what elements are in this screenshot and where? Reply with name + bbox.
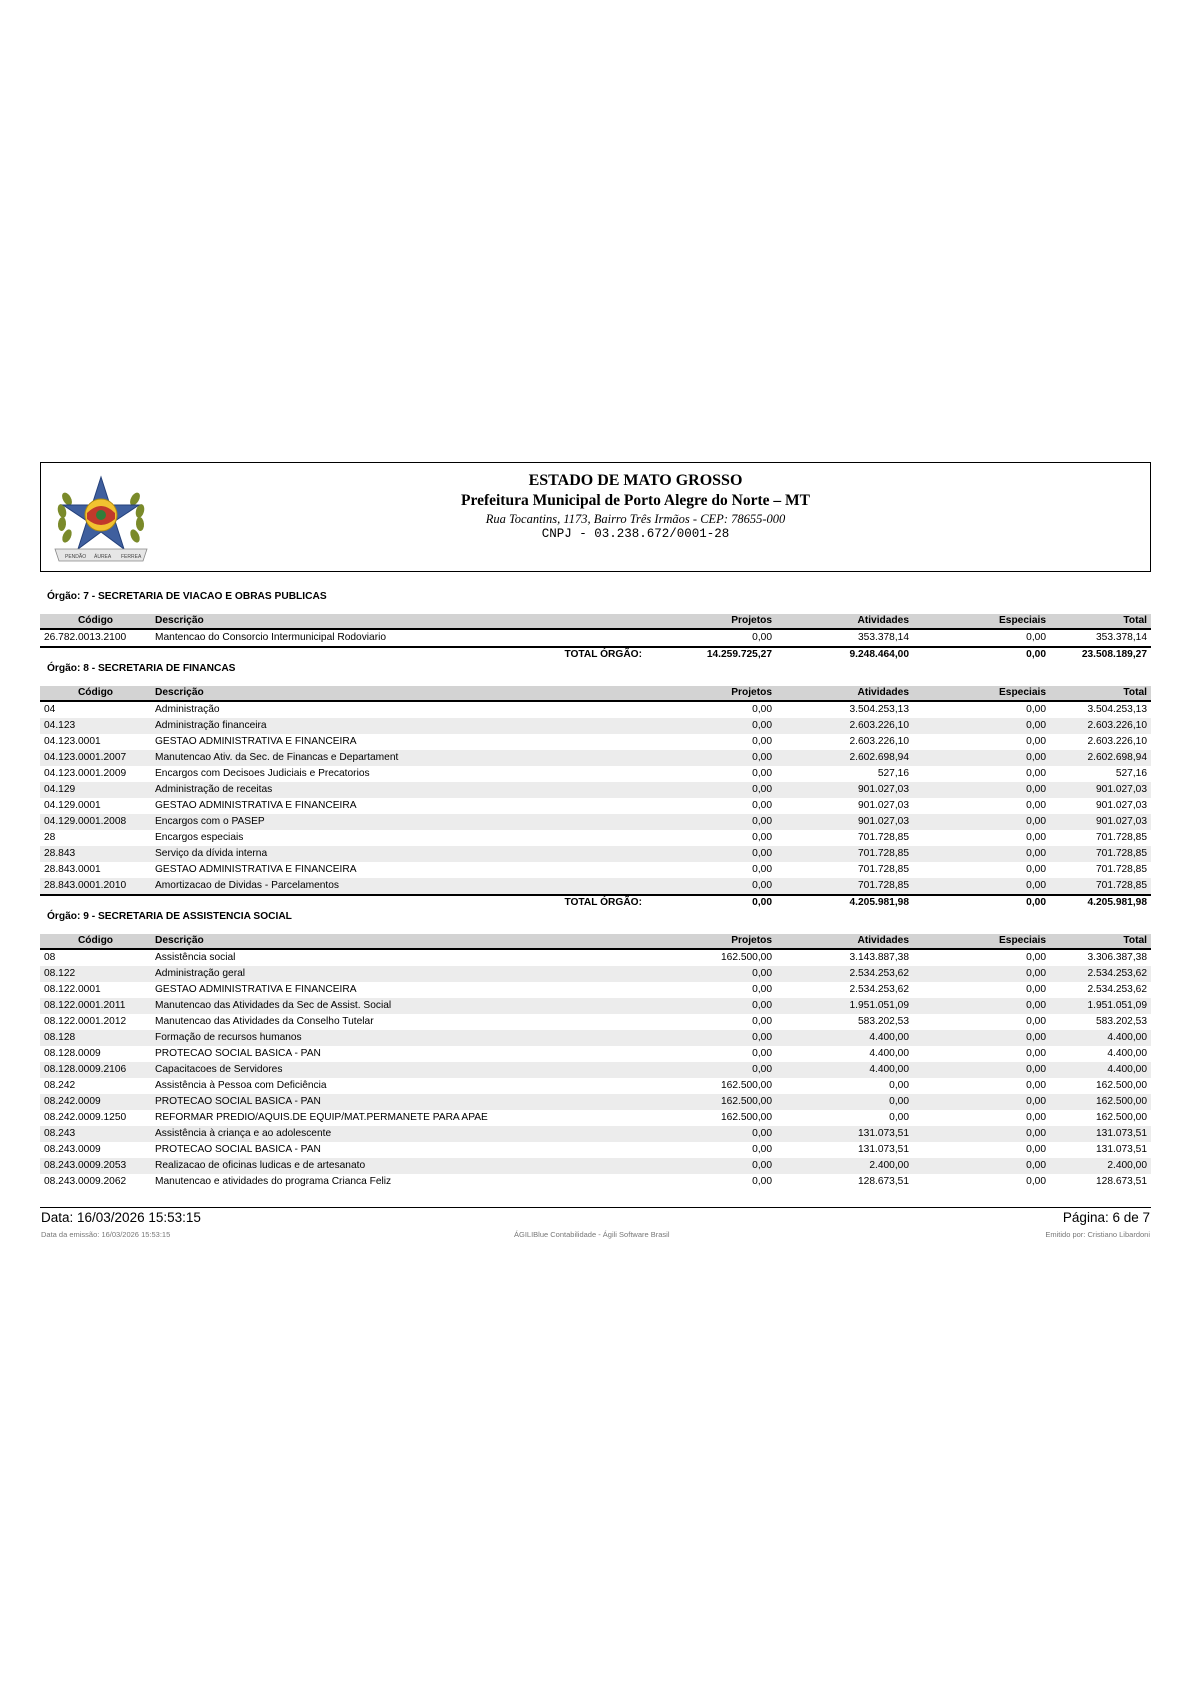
total-atividades: 4.205.981,98 xyxy=(776,895,913,909)
orgao-title: Órgão: 8 - SECRETARIA DE FINANCAS xyxy=(47,663,236,674)
column-header-codigo: Código xyxy=(40,686,151,701)
cell-especiais: 0,00 xyxy=(1026,736,1046,747)
table-row xyxy=(40,798,1151,814)
cell-descricao: GESTAO ADMINISTRATIVA E FINANCEIRA xyxy=(155,800,357,811)
cell-especiais: 0,00 xyxy=(1026,1144,1046,1155)
cell-codigo: 04.123.0001.2007 xyxy=(40,750,151,766)
cell-descricao: Manutencao e atividades do programa Crianca Feliz xyxy=(155,1176,392,1187)
cell-especiais: 0,00 xyxy=(1026,1016,1046,1027)
cell-especiais: 0,00 xyxy=(913,750,1050,766)
cell-descricao: Encargos com Decisoes Judiciais e Precatorios xyxy=(155,768,370,779)
cell-total: 162.500,00 xyxy=(1096,1080,1147,1091)
column-header-projetos: Projetos xyxy=(646,614,776,629)
cell-projetos: 0,00 xyxy=(752,832,772,843)
orgao-title: Órgão: 9 - SECRETARIA DE ASSISTENCIA SOCIAL xyxy=(47,911,292,922)
cell-total: 2.602.698,94 xyxy=(1050,750,1151,766)
total-spacer xyxy=(40,647,534,661)
cell-descricao: Assistência social xyxy=(155,952,236,963)
cell-codigo: 08.122.0001.2011 xyxy=(40,998,151,1014)
cell-especiais: 0,00 xyxy=(913,846,1050,862)
cell-codigo: 28.843.0001 xyxy=(44,864,101,875)
address: Rua Tocantins, 1173, Bairro Três Irmãos - CEP: 78655-000 xyxy=(485,512,786,526)
table-row xyxy=(40,718,1151,734)
cell-total: 3.504.253,13 xyxy=(1087,704,1147,715)
cell-especiais: 0,00 xyxy=(1026,952,1046,963)
cell-especiais: 0,00 xyxy=(913,1126,1050,1142)
table-row xyxy=(40,629,1151,647)
cell-atividades: 4.400,00 xyxy=(776,1030,913,1046)
cell-projetos: 0,00 xyxy=(752,1048,772,1059)
table-row xyxy=(40,1158,1151,1174)
cell-atividades: 2.534.253,62 xyxy=(776,966,913,982)
cell-descricao: PROTECAO SOCIAL BASICA - PAN xyxy=(155,1144,321,1155)
cell-codigo: 04.123.0001.2009 xyxy=(44,768,127,779)
column-header-especiais: Especiais xyxy=(913,934,1050,949)
cell-projetos: 0,00 xyxy=(752,1144,772,1155)
cell-atividades: 701.728,85 xyxy=(776,846,913,862)
cell-projetos: 0,00 xyxy=(646,878,776,895)
cell-atividades: 131.073,51 xyxy=(858,1144,909,1155)
cell-especiais: 0,00 xyxy=(913,998,1050,1014)
cell-especiais: 0,00 xyxy=(913,966,1050,982)
column-header-total: Total xyxy=(1050,614,1151,629)
footer-divider xyxy=(40,1207,1151,1208)
cell-total: 162.500,00 xyxy=(1050,1094,1151,1110)
cell-total: 527,16 xyxy=(1115,768,1147,779)
cell-atividades: 583.202,53 xyxy=(858,1016,909,1027)
cell-projetos: 0,00 xyxy=(752,768,772,779)
total-total: 4.205.981,98 xyxy=(1050,895,1151,909)
cell-projetos: 0,00 xyxy=(646,629,776,647)
cell-atividades: 901.027,03 xyxy=(776,782,913,798)
table-row xyxy=(40,1110,1151,1126)
table-row xyxy=(40,1014,1151,1030)
cell-especiais: 0,00 xyxy=(913,1062,1050,1078)
total-atividades: 9.248.464,00 xyxy=(776,647,913,661)
cell-especiais: 0,00 xyxy=(1026,1048,1046,1059)
cell-descricao: Serviço da dívida interna xyxy=(151,846,646,862)
orgao-table xyxy=(40,686,1151,909)
table-row xyxy=(40,966,1151,982)
column-header-atividades: Atividades xyxy=(776,614,913,629)
total-total: 23.508.189,27 xyxy=(1050,647,1151,661)
table-row xyxy=(40,1062,1151,1078)
cell-projetos: 0,00 xyxy=(752,800,772,811)
total-projetos: 0,00 xyxy=(646,895,776,909)
cell-projetos: 0,00 xyxy=(646,1062,776,1078)
cell-total: 701.728,85 xyxy=(1050,846,1151,862)
cell-especiais: 0,00 xyxy=(913,629,1050,647)
cell-total: 162.500,00 xyxy=(1096,1112,1147,1123)
cell-especiais: 0,00 xyxy=(913,878,1050,895)
cell-total: 128.673,51 xyxy=(1096,1176,1147,1187)
cell-descricao: Administração financeira xyxy=(151,718,646,734)
cell-projetos: 162.500,00 xyxy=(721,1112,772,1123)
cell-total: 701.728,85 xyxy=(1096,864,1147,875)
table-row xyxy=(40,1030,1151,1046)
cell-atividades: 3.504.253,13 xyxy=(849,704,909,715)
orgao-title: Órgão: 7 - SECRETARIA DE VIACAO E OBRAS PUBLICAS xyxy=(47,591,327,602)
cell-atividades: 4.400,00 xyxy=(776,1062,913,1078)
column-header-codigo: Código xyxy=(40,934,151,949)
cell-codigo: 08.128 xyxy=(40,1030,151,1046)
cell-projetos: 0,00 xyxy=(646,718,776,734)
total-orgao-row xyxy=(40,647,1151,661)
table-row xyxy=(40,949,1151,966)
table-row xyxy=(40,862,1151,878)
table-header-row xyxy=(40,614,1151,629)
table-row xyxy=(40,1078,1151,1094)
cell-atividades: 0,00 xyxy=(889,1112,909,1123)
cell-codigo: 08.128.0009 xyxy=(44,1048,101,1059)
cell-projetos: 0,00 xyxy=(646,966,776,982)
cell-total: 2.534.253,62 xyxy=(1087,984,1147,995)
cell-atividades: 3.143.887,38 xyxy=(849,952,909,963)
cell-descricao: Administração geral xyxy=(151,966,646,982)
cell-projetos: 0,00 xyxy=(646,998,776,1014)
cell-descricao: Assistência à criança e ao adolescente xyxy=(151,1126,646,1142)
table-row xyxy=(40,1126,1151,1142)
table-row xyxy=(40,1094,1151,1110)
column-header-atividades: Atividades xyxy=(776,934,913,949)
cell-atividades: 901.027,03 xyxy=(776,814,913,830)
cell-descricao: Administração xyxy=(155,704,220,715)
state-name: ESTADO DE MATO GROSSO xyxy=(528,472,743,489)
emission-date: Data da emissão: 16/03/2026 15:53:15 xyxy=(41,1230,171,1239)
cell-especiais: 0,00 xyxy=(913,718,1050,734)
column-header-especiais: Especiais xyxy=(913,686,1050,701)
cell-descricao: Encargos com o PASEP xyxy=(151,814,646,830)
cell-projetos: 0,00 xyxy=(752,1176,772,1187)
column-header-projetos: Projetos xyxy=(646,934,776,949)
cell-atividades: 1.951.051,09 xyxy=(776,998,913,1014)
cell-projetos: 162.500,00 xyxy=(646,1094,776,1110)
page-number: Página: 6 de 7 xyxy=(1062,1210,1150,1225)
cell-total: 131.073,51 xyxy=(1050,1126,1151,1142)
cell-projetos: 0,00 xyxy=(752,1016,772,1027)
cell-descricao: GESTAO ADMINISTRATIVA E FINANCEIRA xyxy=(155,864,357,875)
orgao-table xyxy=(40,614,1151,661)
cell-codigo: 28.843.0001.2010 xyxy=(40,878,151,895)
cell-codigo: 08.122.0001 xyxy=(44,984,101,995)
orgao-table xyxy=(40,934,1151,1190)
cell-codigo: 08.242.0009.1250 xyxy=(44,1112,127,1123)
cell-total: 901.027,03 xyxy=(1050,782,1151,798)
cell-total: 2.603.226,10 xyxy=(1087,736,1147,747)
cell-atividades: 2.534.253,62 xyxy=(849,984,909,995)
cell-total: 2.400,00 xyxy=(1050,1158,1151,1174)
cell-especiais: 0,00 xyxy=(1026,1112,1046,1123)
cell-especiais: 0,00 xyxy=(913,1030,1050,1046)
column-header-projetos: Projetos xyxy=(646,686,776,701)
total-especiais: 0,00 xyxy=(913,895,1050,909)
cell-total: 2.534.253,62 xyxy=(1050,966,1151,982)
cell-especiais: 0,00 xyxy=(913,1094,1050,1110)
cell-descricao: GESTAO ADMINISTRATIVA E FINANCEIRA xyxy=(155,984,357,995)
cell-total: 901.027,03 xyxy=(1050,814,1151,830)
cell-total: 4.400,00 xyxy=(1050,1030,1151,1046)
cell-total: 131.073,51 xyxy=(1096,1144,1147,1155)
cell-codigo: 08 xyxy=(44,952,56,963)
cell-atividades: 701.728,85 xyxy=(776,878,913,895)
total-especiais: 0,00 xyxy=(913,647,1050,661)
table-row xyxy=(40,766,1151,782)
cell-atividades: 2.602.698,94 xyxy=(776,750,913,766)
cell-projetos: 0,00 xyxy=(646,846,776,862)
cell-projetos: 0,00 xyxy=(752,736,772,747)
table-row xyxy=(40,814,1151,830)
cell-especiais: 0,00 xyxy=(1026,800,1046,811)
cell-descricao: Formação de recursos humanos xyxy=(151,1030,646,1046)
cell-atividades: 0,00 xyxy=(889,1080,909,1091)
svg-text:FERREA: FERREA xyxy=(121,554,142,560)
cell-projetos: 0,00 xyxy=(646,814,776,830)
cell-total: 701.728,85 xyxy=(1096,832,1147,843)
cell-total: 4.400,00 xyxy=(1107,1048,1147,1059)
cell-projetos: 0,00 xyxy=(646,1158,776,1174)
cell-codigo: 04 xyxy=(44,704,56,715)
cell-projetos: 162.500,00 xyxy=(721,952,772,963)
emitted-by: Emitido por: Cristiano Libardoni xyxy=(1045,1230,1150,1239)
cell-codigo: 28.843 xyxy=(40,846,151,862)
cell-projetos: 0,00 xyxy=(752,864,772,875)
cell-atividades: 131.073,51 xyxy=(776,1126,913,1142)
cell-projetos: 0,00 xyxy=(646,1030,776,1046)
table-row xyxy=(40,846,1151,862)
cell-atividades: 2.400,00 xyxy=(776,1158,913,1174)
column-header-especiais: Especiais xyxy=(913,614,1050,629)
software-credit: ÁGILIBlue Contabilidade - Ágili Software Brasil xyxy=(514,1230,670,1239)
cell-total: 3.306.387,38 xyxy=(1087,952,1147,963)
table-row xyxy=(40,750,1151,766)
cell-total: 4.400,00 xyxy=(1050,1062,1151,1078)
footer-date: Data: 16/03/2026 15:53:15 xyxy=(41,1210,201,1225)
cell-projetos: 0,00 xyxy=(646,782,776,798)
table-row xyxy=(40,998,1151,1014)
total-orgao-row xyxy=(40,895,1151,909)
cell-total: 583.202,53 xyxy=(1096,1016,1147,1027)
cell-descricao: Realizacao de oficinas ludicas e de artesanato xyxy=(151,1158,646,1174)
cell-codigo: 04.123.0001 xyxy=(44,736,101,747)
cell-codigo: 08.242.0009 xyxy=(40,1094,151,1110)
cell-atividades: 701.728,85 xyxy=(858,864,909,875)
cell-descricao: PROTECAO SOCIAL BASICA - PAN xyxy=(155,1048,321,1059)
cell-codigo: 08.243.0009.2053 xyxy=(40,1158,151,1174)
cell-atividades: 2.603.226,10 xyxy=(776,718,913,734)
cell-codigo: 08.122 xyxy=(40,966,151,982)
cell-descricao: Amortizacao de Dividas - Parcelamentos xyxy=(151,878,646,895)
column-header-total: Total xyxy=(1050,686,1151,701)
cell-descricao: Encargos especiais xyxy=(155,832,244,843)
cell-descricao: Capacitacoes de Servidores xyxy=(151,1062,646,1078)
cell-atividades: 2.603.226,10 xyxy=(849,736,909,747)
table-row xyxy=(40,734,1151,750)
cell-codigo: 08.243.0009 xyxy=(44,1144,101,1155)
column-header-descricao: Descrição xyxy=(151,614,646,629)
cell-atividades: 701.728,85 xyxy=(858,832,909,843)
cell-projetos: 0,00 xyxy=(646,1126,776,1142)
cell-codigo: 04.129.0001.2008 xyxy=(40,814,151,830)
cell-especiais: 0,00 xyxy=(1026,832,1046,843)
cell-descricao: GESTAO ADMINISTRATIVA E FINANCEIRA xyxy=(155,736,357,747)
column-header-atividades: Atividades xyxy=(776,686,913,701)
table-row xyxy=(40,1046,1151,1062)
table-header-row xyxy=(40,686,1151,701)
cell-atividades: 128.673,51 xyxy=(858,1176,909,1187)
cell-codigo: 08.243.0009.2062 xyxy=(44,1176,127,1187)
cell-atividades: 901.027,03 xyxy=(858,800,909,811)
header-text-block xyxy=(41,471,1150,542)
cell-atividades: 0,00 xyxy=(776,1094,913,1110)
cell-codigo: 26.782.0013.2100 xyxy=(40,629,151,647)
cell-especiais: 0,00 xyxy=(1026,984,1046,995)
cell-descricao: Mantencao do Consorcio Intermunicipal Rodoviario xyxy=(151,629,646,647)
cell-codigo: 08.242 xyxy=(44,1080,76,1091)
table-row xyxy=(40,701,1151,718)
table-row xyxy=(40,982,1151,998)
cell-codigo: 08.128.0009.2106 xyxy=(40,1062,151,1078)
cell-codigo: 08.243 xyxy=(40,1126,151,1142)
cell-total: 901.027,03 xyxy=(1096,800,1147,811)
cell-descricao: REFORMAR PREDIO/AQUIS.DE EQUIP/MAT.PERMANETE PARA APAE xyxy=(155,1112,488,1123)
cell-especiais: 0,00 xyxy=(1026,704,1046,715)
cell-descricao: Manutencao das Atividades da Sec de Assist. Social xyxy=(151,998,646,1014)
cell-codigo: 04.123 xyxy=(40,718,151,734)
table-row xyxy=(40,830,1151,846)
cell-descricao: Manutencao Ativ. da Sec. de Financas e Departament xyxy=(151,750,646,766)
cell-codigo: 08.122.0001.2012 xyxy=(44,1016,127,1027)
cell-projetos: 0,00 xyxy=(752,984,772,995)
cell-total: 1.951.051,09 xyxy=(1050,998,1151,1014)
report-header xyxy=(40,462,1151,572)
cell-projetos: 0,00 xyxy=(646,750,776,766)
cell-total: 2.603.226,10 xyxy=(1050,718,1151,734)
cell-atividades: 527,16 xyxy=(877,768,909,779)
total-orgao-label: TOTAL ÓRGÃO: xyxy=(534,647,646,661)
cell-projetos: 162.500,00 xyxy=(721,1080,772,1091)
cell-especiais: 0,00 xyxy=(1026,1176,1046,1187)
table-row xyxy=(40,1174,1151,1190)
table-header-row xyxy=(40,934,1151,949)
cell-especiais: 0,00 xyxy=(913,782,1050,798)
cell-especiais: 0,00 xyxy=(913,1158,1050,1174)
cell-especiais: 0,00 xyxy=(1026,1080,1046,1091)
column-header-codigo: Código xyxy=(40,614,151,629)
table-row xyxy=(40,1142,1151,1158)
cell-total: 701.728,85 xyxy=(1050,878,1151,895)
column-header-descricao: Descrição xyxy=(151,934,646,949)
cell-codigo: 04.129 xyxy=(40,782,151,798)
column-header-total: Total xyxy=(1050,934,1151,949)
table-row xyxy=(40,878,1151,895)
cell-descricao: Manutencao das Atividades da Conselho Tutelar xyxy=(155,1016,374,1027)
table-row xyxy=(40,782,1151,798)
cell-projetos: 0,00 xyxy=(752,704,772,715)
total-spacer xyxy=(40,895,534,909)
cell-descricao: PROTECAO SOCIAL BASICA - PAN xyxy=(151,1094,646,1110)
cell-atividades: 4.400,00 xyxy=(869,1048,909,1059)
svg-text:PENDÃO: PENDÃO xyxy=(65,554,87,560)
total-orgao-label: TOTAL ÓRGÃO: xyxy=(534,895,646,909)
cell-especiais: 0,00 xyxy=(1026,768,1046,779)
cell-atividades: 353.378,14 xyxy=(776,629,913,647)
total-projetos: 14.259.725,27 xyxy=(646,647,776,661)
cell-descricao: Administração de receitas xyxy=(151,782,646,798)
cell-especiais: 0,00 xyxy=(913,814,1050,830)
prefeitura-name: Prefeitura Municipal de Porto Alegre do Norte – MT xyxy=(461,492,810,509)
cell-total: 353.378,14 xyxy=(1050,629,1151,647)
cnpj: CNPJ - 03.238.672/0001-28 xyxy=(541,527,730,541)
cell-descricao: Assistência à Pessoa com Deficiência xyxy=(155,1080,327,1091)
svg-text:ÁUREA: ÁUREA xyxy=(94,554,112,560)
column-header-descricao: Descrição xyxy=(151,686,646,701)
cell-especiais: 0,00 xyxy=(1026,864,1046,875)
cell-codigo: 04.129.0001 xyxy=(44,800,101,811)
cell-codigo: 28 xyxy=(44,832,56,843)
